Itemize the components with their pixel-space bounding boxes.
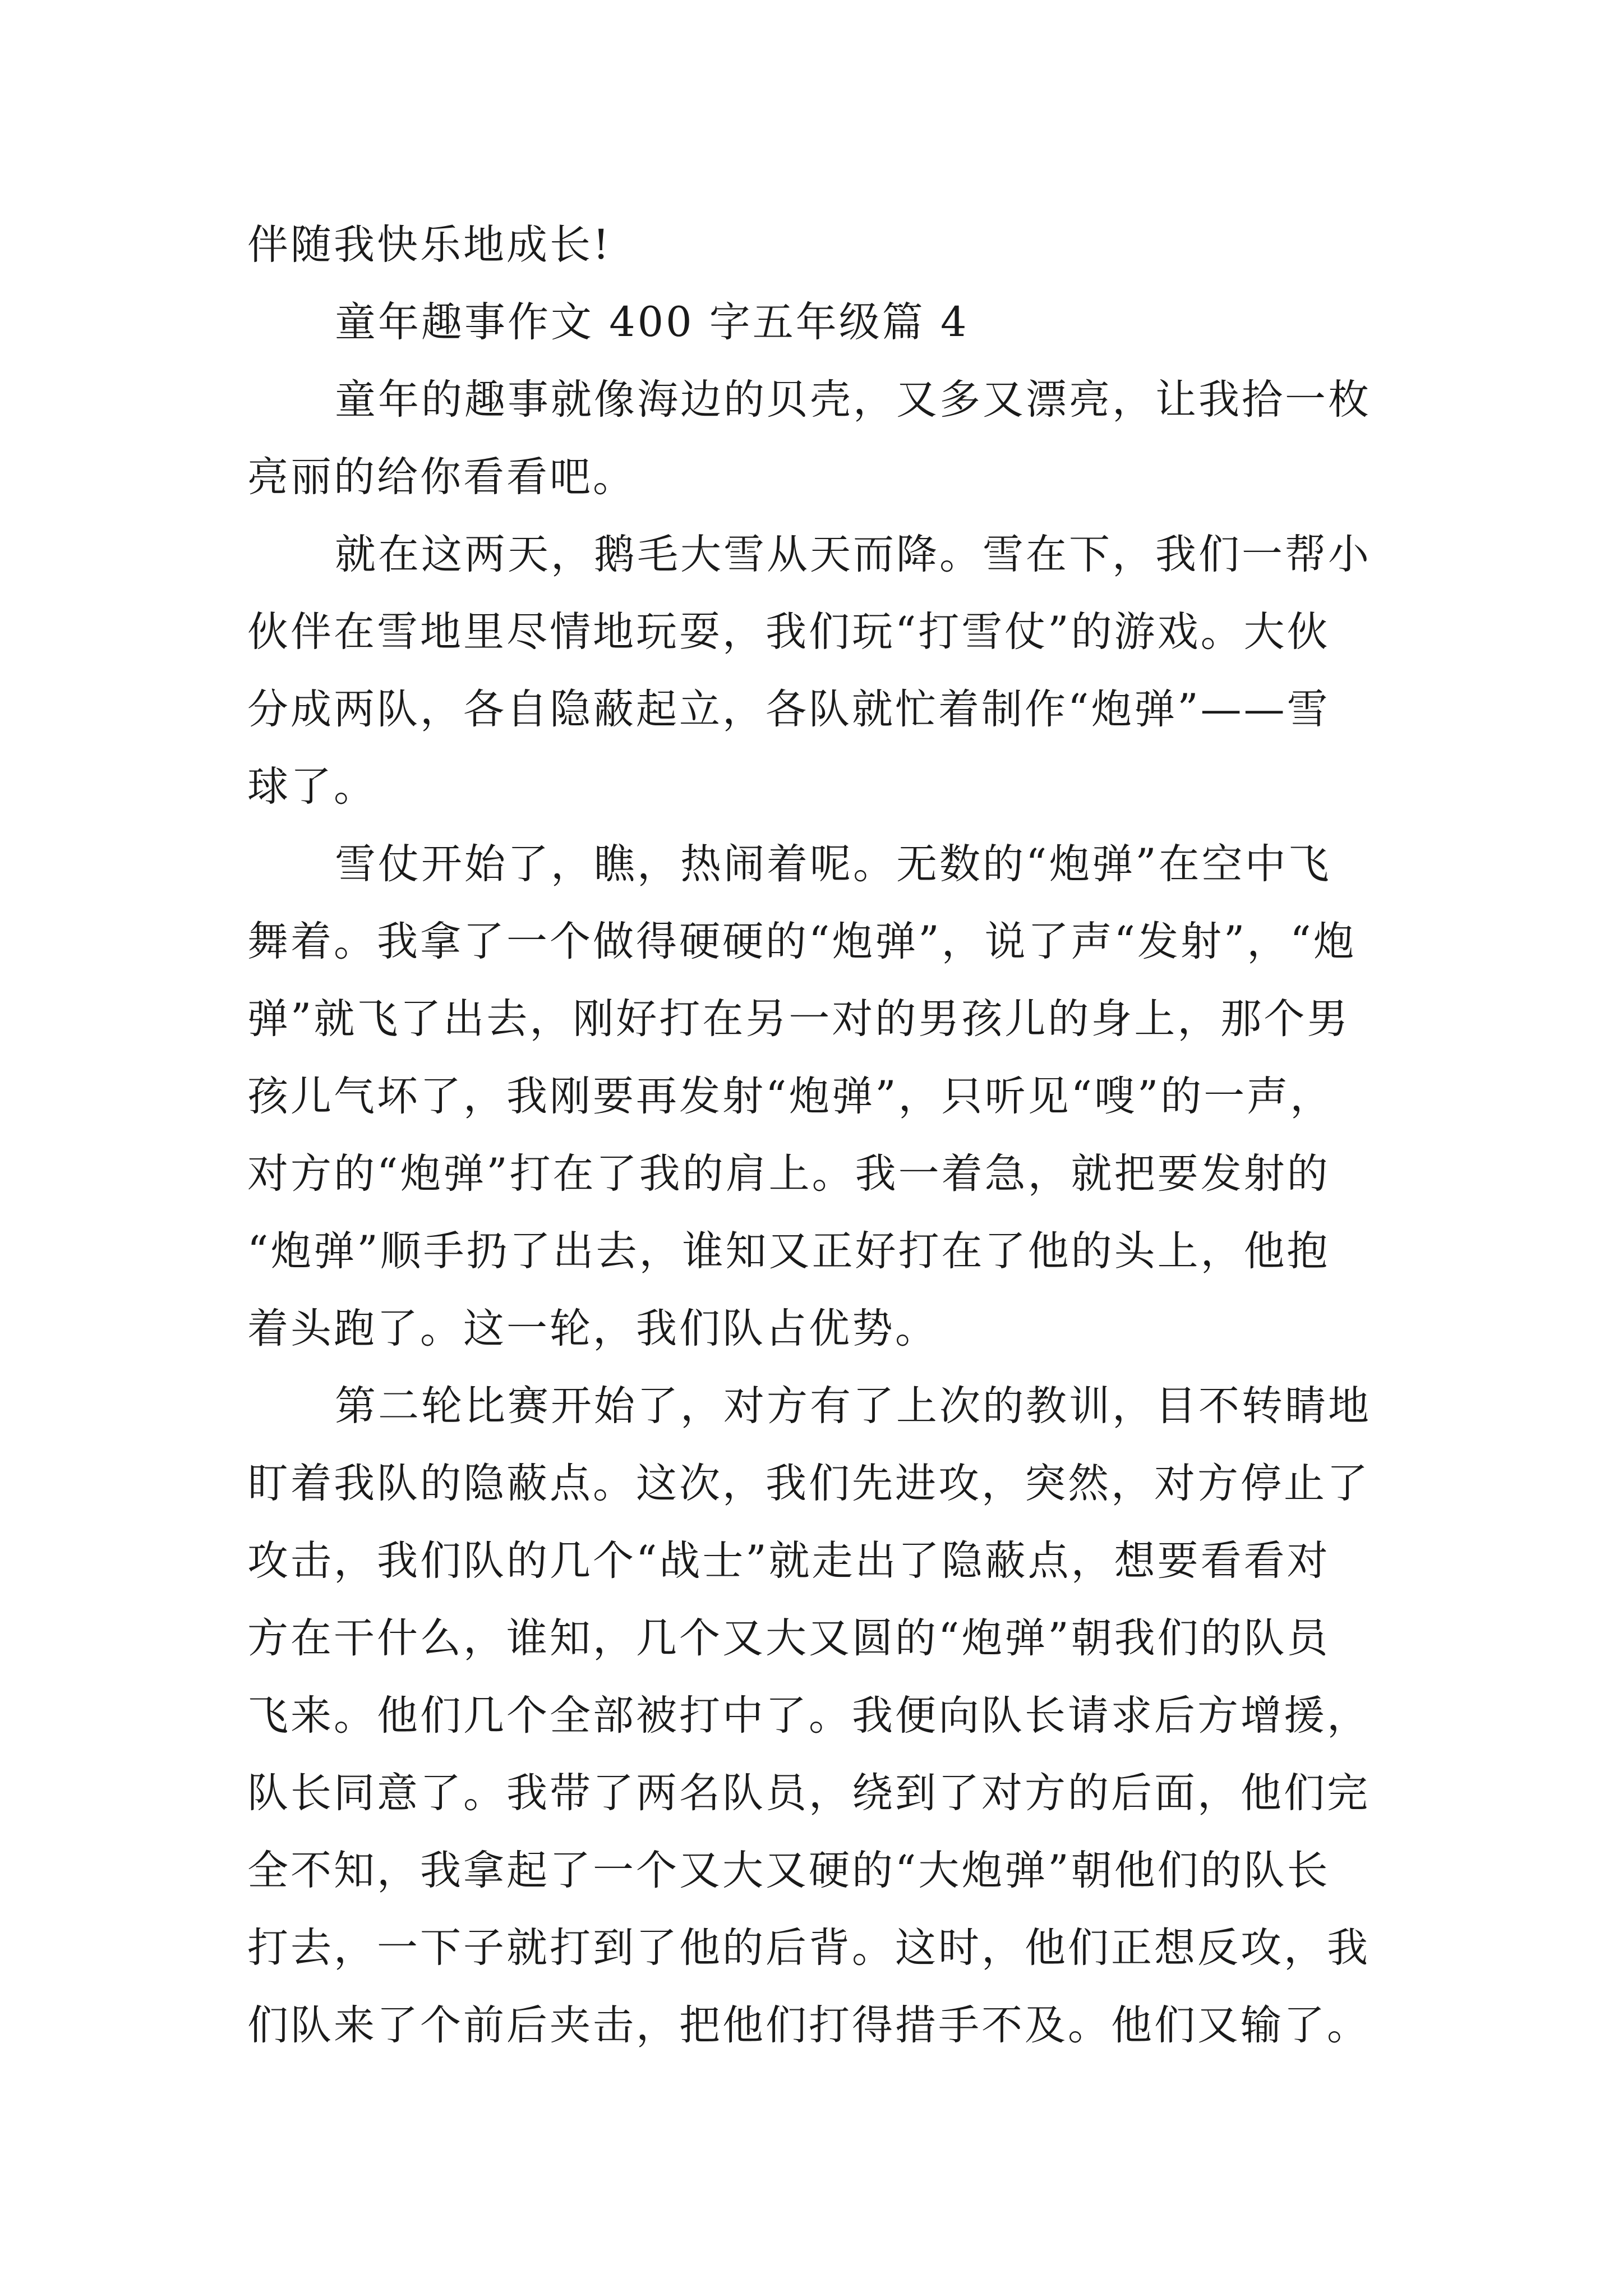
text-line: 方在干什么，谁知，几个又大又圆的“炮弹”朝我们的队员 — [247, 1614, 1330, 1662]
text-line: 攻击，我们队的几个“战士”就走出了隐蔽点，想要看看对 — [247, 1537, 1330, 1585]
text-line: 弹”就飞了出去，刚好打在另一对的男孩儿的身上，那个男 — [247, 995, 1350, 1043]
text-line: 着头跑了。这一轮，我们队占优势。 — [247, 1305, 938, 1352]
text-line: 雪仗开始了，瞧，热闹着呢。无数的“炮弹”在空中飞 — [335, 840, 1331, 888]
text-line: “炮弹”顺手扔了出去，谁知又正好打在了他的头上，他抱 — [247, 1227, 1330, 1275]
text-line: 孩儿气坏了，我刚要再发射“炮弹”，只听见“嗖”的一声， — [247, 1073, 1334, 1120]
section-heading: 童年趣事作文 400 字五年级篇 4 — [335, 298, 969, 346]
text-line: 盯着我队的隐蔽点。这次，我们先进攻，突然，对方停止了 — [247, 1460, 1370, 1507]
text-line: 飞来。他们几个全部被打中了。我便向队长请求后方增援， — [247, 1692, 1370, 1740]
text-line: 分成两队，各自隐蔽起立，各队就忙着制作“炮弹”——雪 — [247, 685, 1330, 733]
text-line: 球了。 — [247, 763, 377, 811]
text-line: 第二轮比赛开始了，对方有了上次的教训，目不转睛地 — [335, 1382, 1371, 1430]
text-line: 们队来了个前后夹击，把他们打得措手不及。他们又输了。 — [247, 2001, 1370, 2049]
text-line: 打去，一下子就打到了他的后背。这时，他们正想反攻，我 — [247, 1924, 1370, 1972]
text-line: 全不知，我拿起了一个又大又硬的“大炮弹”朝他们的队长 — [247, 1847, 1330, 1894]
text-line: 队长同意了。我带了两名队员，绕到了对方的后面，他们完 — [247, 1769, 1370, 1817]
text-line: 舞着。我拿了一个做得硬硬的“炮弹”，说了声“发射”，“炮 — [247, 918, 1357, 965]
document-body — [247, 206, 1397, 2064]
text-line: 伙伴在雪地里尽情地玩耍，我们玩“打雪仗”的游戏。大伙 — [247, 608, 1330, 656]
text-line: 伴随我快乐地成长! — [247, 221, 612, 269]
text-line: 就在这两天，鹅毛大雪从天而降。雪在下，我们一帮小 — [335, 531, 1371, 578]
text-line: 童年的趣事就像海边的贝壳，又多又漂亮，让我拾一枚 — [335, 376, 1371, 424]
text-line: 亮丽的给你看看吧。 — [247, 453, 636, 501]
text-line: 对方的“炮弹”打在了我的肩上。我一着急，就把要发射的 — [247, 1150, 1330, 1198]
